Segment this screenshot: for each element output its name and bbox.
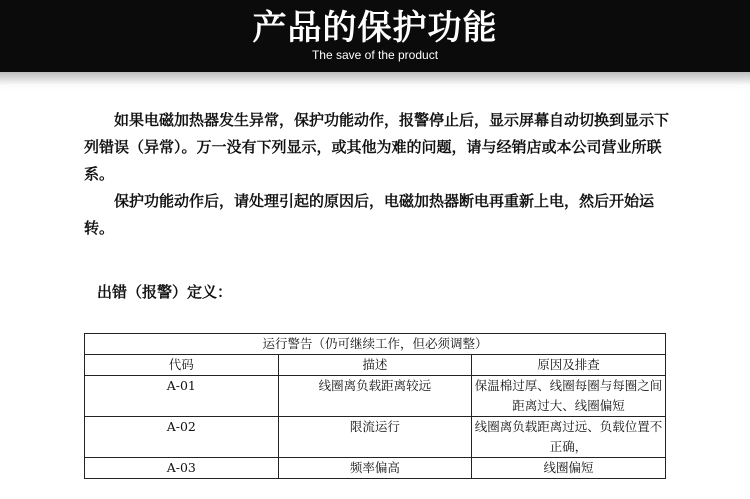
cell-cause: 线圈离负载距离过远、负载位置不正确，	[472, 417, 666, 458]
table-row	[85, 417, 666, 458]
table-row	[85, 458, 666, 479]
table-caption: 运行警告（仍可继续工作，但必须调整）	[85, 334, 666, 355]
cell-code: A-02	[85, 417, 279, 458]
table-row	[85, 376, 666, 417]
intro-paragraph-2: 保护功能动作后，请处理引起的原因后，电磁加热器断电再重新上电，然后开始运转。	[84, 192, 655, 237]
table-header-row	[85, 355, 666, 376]
cell-description: 频率偏高	[278, 458, 472, 479]
cell-description: 线圈离负载距离较远	[278, 376, 472, 417]
cell-cause: 线圈偏短	[472, 458, 666, 479]
page-title: 产品的保护功能	[252, 8, 498, 48]
intro-text	[84, 107, 674, 242]
banner-shadow	[0, 72, 750, 86]
cell-cause: 保温棉过厚、线圈每圈与每圈之间距离过大、线圈偏短	[472, 376, 666, 417]
cell-code: A-01	[85, 376, 279, 417]
title-banner	[0, 0, 750, 72]
page-subtitle: The save of the product	[311, 48, 439, 62]
section-heading: 出错（报警）定义：	[97, 283, 233, 301]
cell-description: 限流运行	[278, 417, 472, 458]
cell-code: A-03	[85, 458, 279, 479]
header-code: 代码	[85, 355, 279, 376]
table-caption-row	[85, 334, 666, 355]
header-cause: 原因及排查	[472, 355, 666, 376]
intro-paragraph-1: 如果电磁加热器发生异常，保护功能动作，报警停止后，显示屏幕自动切换到显示下列错误（异常）。万一没有下列显示，或其他为难的问题，请与经销店或本公司营业所联系。	[84, 111, 670, 183]
alarm-table	[84, 333, 666, 479]
header-description: 描述	[278, 355, 472, 376]
